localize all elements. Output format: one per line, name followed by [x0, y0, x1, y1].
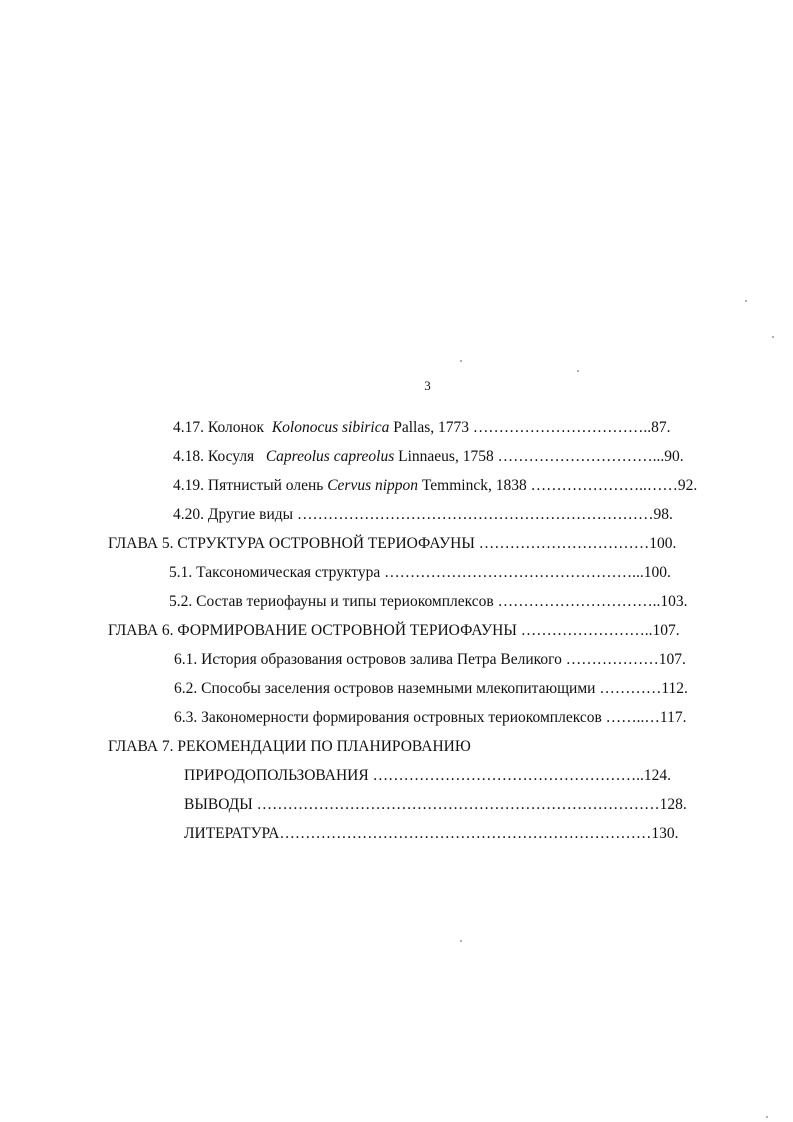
toc-entry-title: ГЛАВА 6. ФОРМИРОВАНИЕ ОСТРОВНОЙ ТЕРИОФАУНЫ [108, 622, 517, 639]
species-latin-name: Kolonocus sibirica [271, 419, 390, 436]
page-ref: 98. [653, 506, 673, 523]
leader-dots: …………………………….. [472, 419, 652, 436]
toc-literature [184, 824, 679, 844]
species-author: Temminck, 1838 [421, 477, 527, 494]
toc-entry-6-1 [174, 650, 686, 670]
toc-entry-title: ПРИРОДОПОЛЬЗОВАНИЯ [184, 767, 369, 784]
page-ref: 90. [664, 448, 684, 465]
species-author: Linnaeus, 1758 [398, 448, 494, 465]
toc-entry-6-3 [174, 708, 686, 728]
toc-entry-title: 5.1. Таксономическая структура [169, 564, 381, 581]
page-ref: 100. [643, 564, 671, 581]
page-ref: 103. [660, 593, 688, 610]
toc-chapter-6 [108, 621, 680, 641]
toc-entry-4-18 [173, 447, 684, 467]
scan-speck [460, 940, 462, 942]
page-ref: 112. [661, 680, 688, 697]
leader-dots: …………………………... [497, 448, 665, 465]
toc-entry-title: 6.3. Закономерности формирования островных териокомплексов [174, 709, 602, 726]
leader-dots: …………………………… [478, 535, 650, 552]
toc-chapter-5 [108, 534, 676, 554]
species-latin-name: Capreolus capreolus [265, 448, 395, 465]
page-ref: 117. [659, 709, 687, 726]
toc-entry-6-2 [174, 679, 688, 699]
page-number: 3 [424, 378, 431, 393]
toc-entry-title: 6.2. Способы заселения островов наземными млекопитающими [174, 680, 596, 697]
toc-entry-4-19 [173, 476, 697, 496]
toc-entry-title: ГЛАВА 7. РЕКОМЕНДАЦИИ ПО ПЛАНИРОВАНИЮ [108, 738, 471, 755]
leader-dots: …………………….. [520, 622, 653, 639]
leader-dots: ………… [599, 680, 662, 697]
toc-entry-5-2 [169, 592, 687, 612]
toc-chapter-7-continued [184, 766, 671, 786]
toc-entry-title: 4.20. Другие виды [173, 506, 294, 523]
leader-dots: ……………… [565, 651, 659, 668]
scan-speck [577, 370, 579, 372]
page-ref: 100. [649, 535, 677, 552]
leader-dots: …………………………………………….. [372, 767, 644, 784]
page-ref: 107. [652, 622, 680, 639]
toc-entry-title: ГЛАВА 5. СТРУКТУРА ОСТРОВНОЙ ТЕРИОФАУНЫ [108, 535, 475, 552]
leader-dots: …………………………………………………………… [296, 506, 654, 523]
leader-dots: …………………………………………………………………… [256, 796, 660, 813]
leader-dots: ………………………….. [497, 593, 661, 610]
toc-entry-title: 4.19. Пятнистый олень [173, 477, 324, 494]
toc-entry-title: ЛИТЕРАТУРА [184, 825, 280, 842]
toc-entry-title: 6.1. История образования островов залива Петра Великого [174, 651, 562, 668]
toc-entry-title: 5.2. Состав териофауны и типы териокомплексов [169, 593, 494, 610]
page-ref: 124. [643, 767, 671, 784]
page-ref: 130. [651, 825, 679, 842]
scan-speck [460, 360, 462, 362]
toc-entry-4-20 [173, 505, 673, 525]
toc-entry-title: 4.18. Косуля [173, 448, 255, 465]
page-ref: 92. [677, 477, 698, 494]
leader-dots: …………………………………………... [384, 564, 644, 581]
toc-entry-4-17 [173, 418, 671, 438]
toc-entry-5-1 [169, 563, 671, 583]
leader-dots: …………………..…… [530, 477, 678, 494]
toc-entry-title: 4.17. Колонок [173, 419, 265, 436]
toc-conclusions [184, 795, 687, 815]
leader-dots: ……..… [605, 709, 660, 726]
species-latin-name: Cervus nippon [327, 477, 419, 494]
scan-speck [766, 1116, 768, 1118]
scan-speck [745, 300, 747, 302]
scan-speck [772, 336, 774, 338]
leader-dots: ……………………………………………………………… [279, 825, 652, 842]
species-author: Pallas, 1773 [393, 419, 470, 436]
page-ref: 128. [659, 796, 687, 813]
page-ref: 107. [658, 651, 686, 668]
page-ref: 87. [651, 419, 671, 436]
toc-chapter-7 [108, 737, 471, 757]
toc-entry-title: ВЫВОДЫ [184, 796, 253, 813]
